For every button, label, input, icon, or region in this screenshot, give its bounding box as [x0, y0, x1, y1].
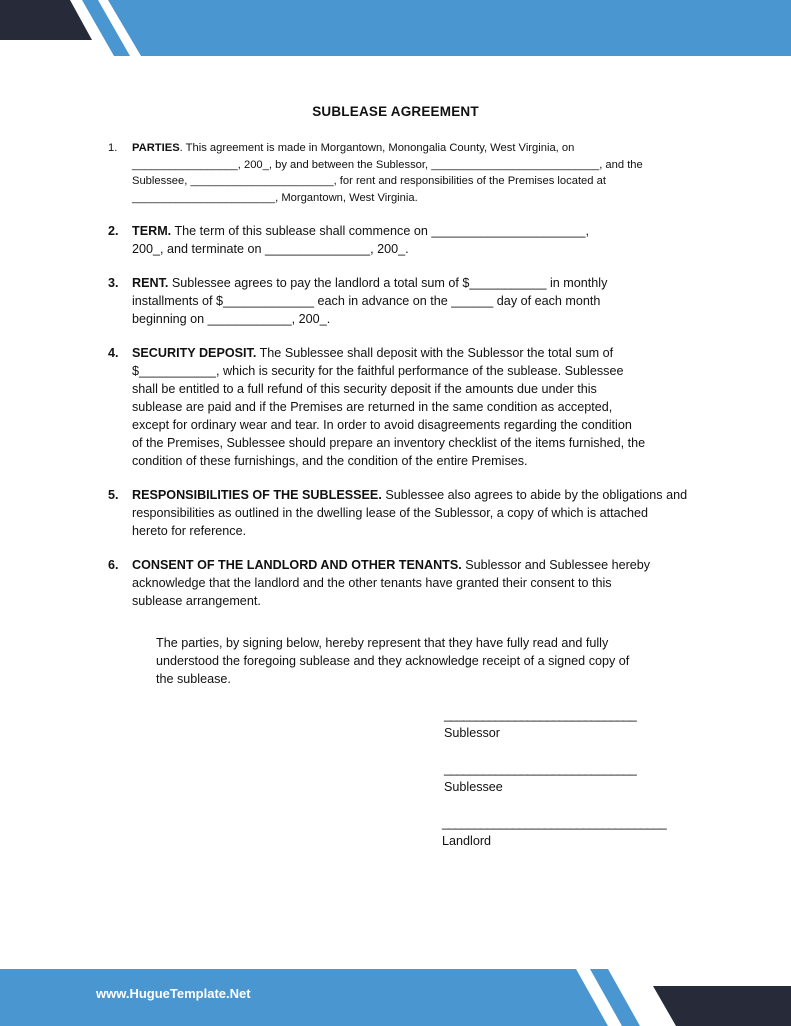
signature-sublessee: [444, 760, 636, 796]
signature-line[interactable]: ______________________________: [444, 762, 637, 776]
signature-landlord: [442, 814, 666, 850]
clause-term: [108, 222, 693, 258]
header-dark-block: [0, 0, 92, 40]
clause-number: 3.: [108, 276, 119, 290]
footer-dark-block: [653, 986, 791, 1026]
closing-text: understood the foregoing sublease and they acknowledge receipt of a signed copy of: [156, 654, 630, 668]
signature-line[interactable]: ___________________________________: [442, 816, 667, 830]
clause-text: _______________________, Morgantown, West Virginia.: [132, 191, 418, 204]
clause-text: installments of $_____________ each in advance on the ______ day of each month: [132, 294, 601, 308]
clause-text: _________________, 200_, by and between the Sublessor, ___________________________, and the: [132, 158, 643, 171]
closing-text: The parties, by signing below, hereby represent that they have fully read and fully: [156, 636, 609, 650]
closing-statement: [156, 634, 676, 688]
clause-text: hereto for reference.: [132, 524, 247, 538]
signature-sublessor: [444, 706, 636, 742]
signature-line[interactable]: ______________________________: [444, 708, 637, 722]
clause-text: Sublessee agrees to pay the landlord a total sum of $___________ in monthly: [168, 276, 608, 290]
clause-number: 5.: [108, 488, 119, 502]
clause-list: [108, 140, 693, 626]
clause-number: 6.: [108, 558, 119, 572]
clause-number: 4.: [108, 346, 119, 360]
clause-text: beginning on ____________, 200_.: [132, 312, 331, 326]
clause-text: of the Premises, Sublessee should prepare an inventory checklist of the items furnished, the: [132, 436, 646, 450]
clause-heading: CONSENT OF THE LANDLORD AND OTHER TENANTS.: [132, 558, 462, 572]
clause-heading: TERM.: [132, 224, 172, 238]
footer-blue-band: [0, 969, 608, 1026]
header-banner: [0, 0, 791, 60]
footer-website-link[interactable]: www.HugueTemplate.Net: [96, 986, 251, 1001]
clause-responsibilities: [108, 486, 693, 540]
closing-text: the sublease.: [156, 672, 231, 686]
signature-label: Landlord: [442, 834, 492, 848]
clause-text: Sublessee, _______________________, for rent and responsibilities of the Premises located at: [132, 175, 606, 187]
clause-text: The Sublessee shall deposit with the Sublessor the total sum of: [256, 346, 614, 360]
clause-rent: [108, 274, 693, 328]
clause-text: sublease are paid and if the Premises are returned in the same condition as accepted,: [132, 400, 613, 414]
clause-security-deposit: [108, 344, 693, 470]
clause-text: acknowledge that the landlord and the other tenants have granted their consent to this: [132, 576, 612, 590]
document-title: SUBLEASE AGREEMENT: [312, 104, 479, 119]
clause-heading: RESPONSIBILITIES OF THE SUBLESSEE.: [132, 488, 382, 502]
clause-number: 1.: [108, 142, 118, 154]
header-blue-band: [108, 0, 791, 56]
clause-text: Sublessee also agrees to abide by the obligations and: [381, 488, 688, 502]
clause-text: condition of these furnishings, and the condition of the entire Premises.: [132, 454, 528, 468]
clause-heading: RENT.: [132, 276, 169, 290]
clause-text: $___________, which is security for the faithful performance of the sublease. Sublessee: [132, 364, 624, 378]
clause-text: 200_, and terminate on _______________, 200_.: [132, 242, 409, 256]
clause-text: . This agreement is made in Morgantown, Monongalia County, West Virginia, on: [179, 142, 575, 154]
clause-text: responsibilities as outlined in the dwelling lease of the Sublessor, a copy of which is attached: [132, 506, 648, 520]
clause-text: The term of this sublease shall commence on ______________________,: [171, 224, 589, 238]
clause-number: 2.: [108, 224, 119, 238]
signature-label: Sublessor: [444, 726, 501, 740]
clause-parties: [108, 140, 693, 206]
clause-consent: [108, 556, 693, 610]
clause-text: shall be entitled to a full refund of this security deposit if the amounts due under this: [132, 382, 597, 396]
clause-text: Sublessor and Sublessee hereby: [461, 558, 651, 572]
clause-text: sublease arrangement.: [132, 594, 261, 608]
signature-label: Sublessee: [444, 780, 503, 794]
clause-heading: PARTIES: [132, 142, 180, 154]
clause-text: except for ordinary wear and tear. In order to avoid disagreements regarding the condition: [132, 418, 632, 432]
clause-heading: SECURITY DEPOSIT.: [132, 346, 257, 360]
